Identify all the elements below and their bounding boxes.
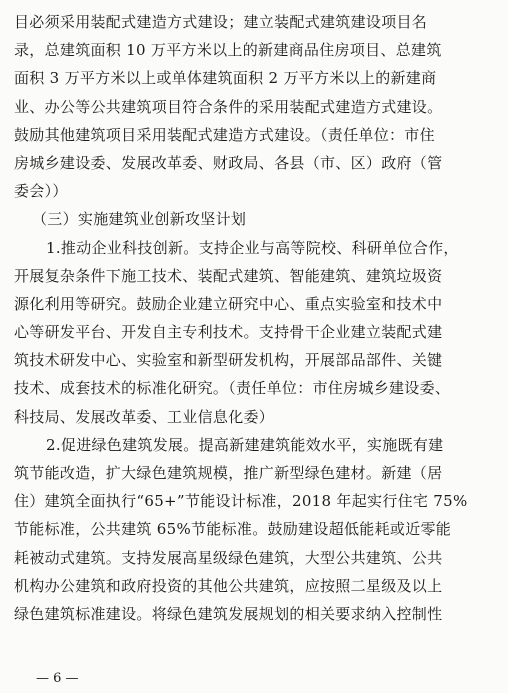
page-number: — 6 — — [36, 671, 79, 686]
text-line: 节能标准，公共建筑 65%节能标准。鼓励建设超低能耗或近零能 — [14, 520, 452, 539]
text-line: 技术、成套技术的标准化研究。（责任单位：市住房城乡建设委、 — [14, 379, 451, 398]
text-line: 业、办公等公共建筑项目符合条件的采用装配式建造方式建设。 — [14, 97, 443, 116]
text-line: 房城乡建设委、发展改革委、财政局、各县（市、区）政府（管 — [14, 153, 443, 172]
text-line: 筑技术研发中心、实验室和新型研发机构，开展部品部件、关键 — [14, 351, 443, 370]
section-heading: （三）实施建筑业创新攻坚计划 — [32, 210, 247, 229]
text-line: 源化利用等研究。鼓励企业建立研究中心、重点实验室和技术中 — [14, 294, 443, 313]
text-line: 科技局、发展改革委、工业信息化委） — [14, 407, 275, 426]
text-line: 录，总建筑面积 10 万平方米以上的新建商品住房项目、总建筑 — [14, 41, 442, 60]
text-line: 心等研发平台、开发自主专利技术。支持骨干企业建立装配式建 — [14, 323, 443, 342]
text-line: 面积 3 万平方米以上或单体建筑面积 2 万平方米以上的新建商 — [14, 69, 437, 88]
body-text — [14, 8, 498, 628]
text-line: 绿色建筑标准建设。将绿色建筑发展规划的相关要求纳入控制性 — [14, 604, 443, 623]
text-line: 委会）） — [14, 182, 68, 201]
text-line: 目必须采用装配式建造方式建设；建立装配式建筑建设项目名 — [14, 13, 428, 31]
text-line: 耗被动式建筑。支持发展高星级绿色建筑，大型公共建筑、公共 — [14, 548, 443, 567]
text-line: 鼓励其他建筑项目采用装配式建造方式建设。（责任单位：市住 — [14, 125, 435, 144]
text-line: 开展复杂条件下施工技术、装配式建筑、智能建筑、建筑垃圾资 — [14, 266, 443, 285]
text-line: 2.促进绿色建筑发展。提高新建建筑能效水平，实施既有建 — [46, 435, 444, 454]
text-line: 机构办公建筑和政府投资的其他公共建筑，应按照二星级及以上 — [14, 576, 443, 595]
text-line: 1.推动企业科技创新。支持企业与高等院校、科研单位合作， — [46, 238, 459, 257]
text-line: 筑节能改造，扩大绿色建筑规模，推广新型绿色建材。新建（居 — [14, 464, 443, 482]
text-line: 住）建筑全面执行“65+”节能设计标准，2018 年起实行住宅 75% — [14, 492, 468, 511]
